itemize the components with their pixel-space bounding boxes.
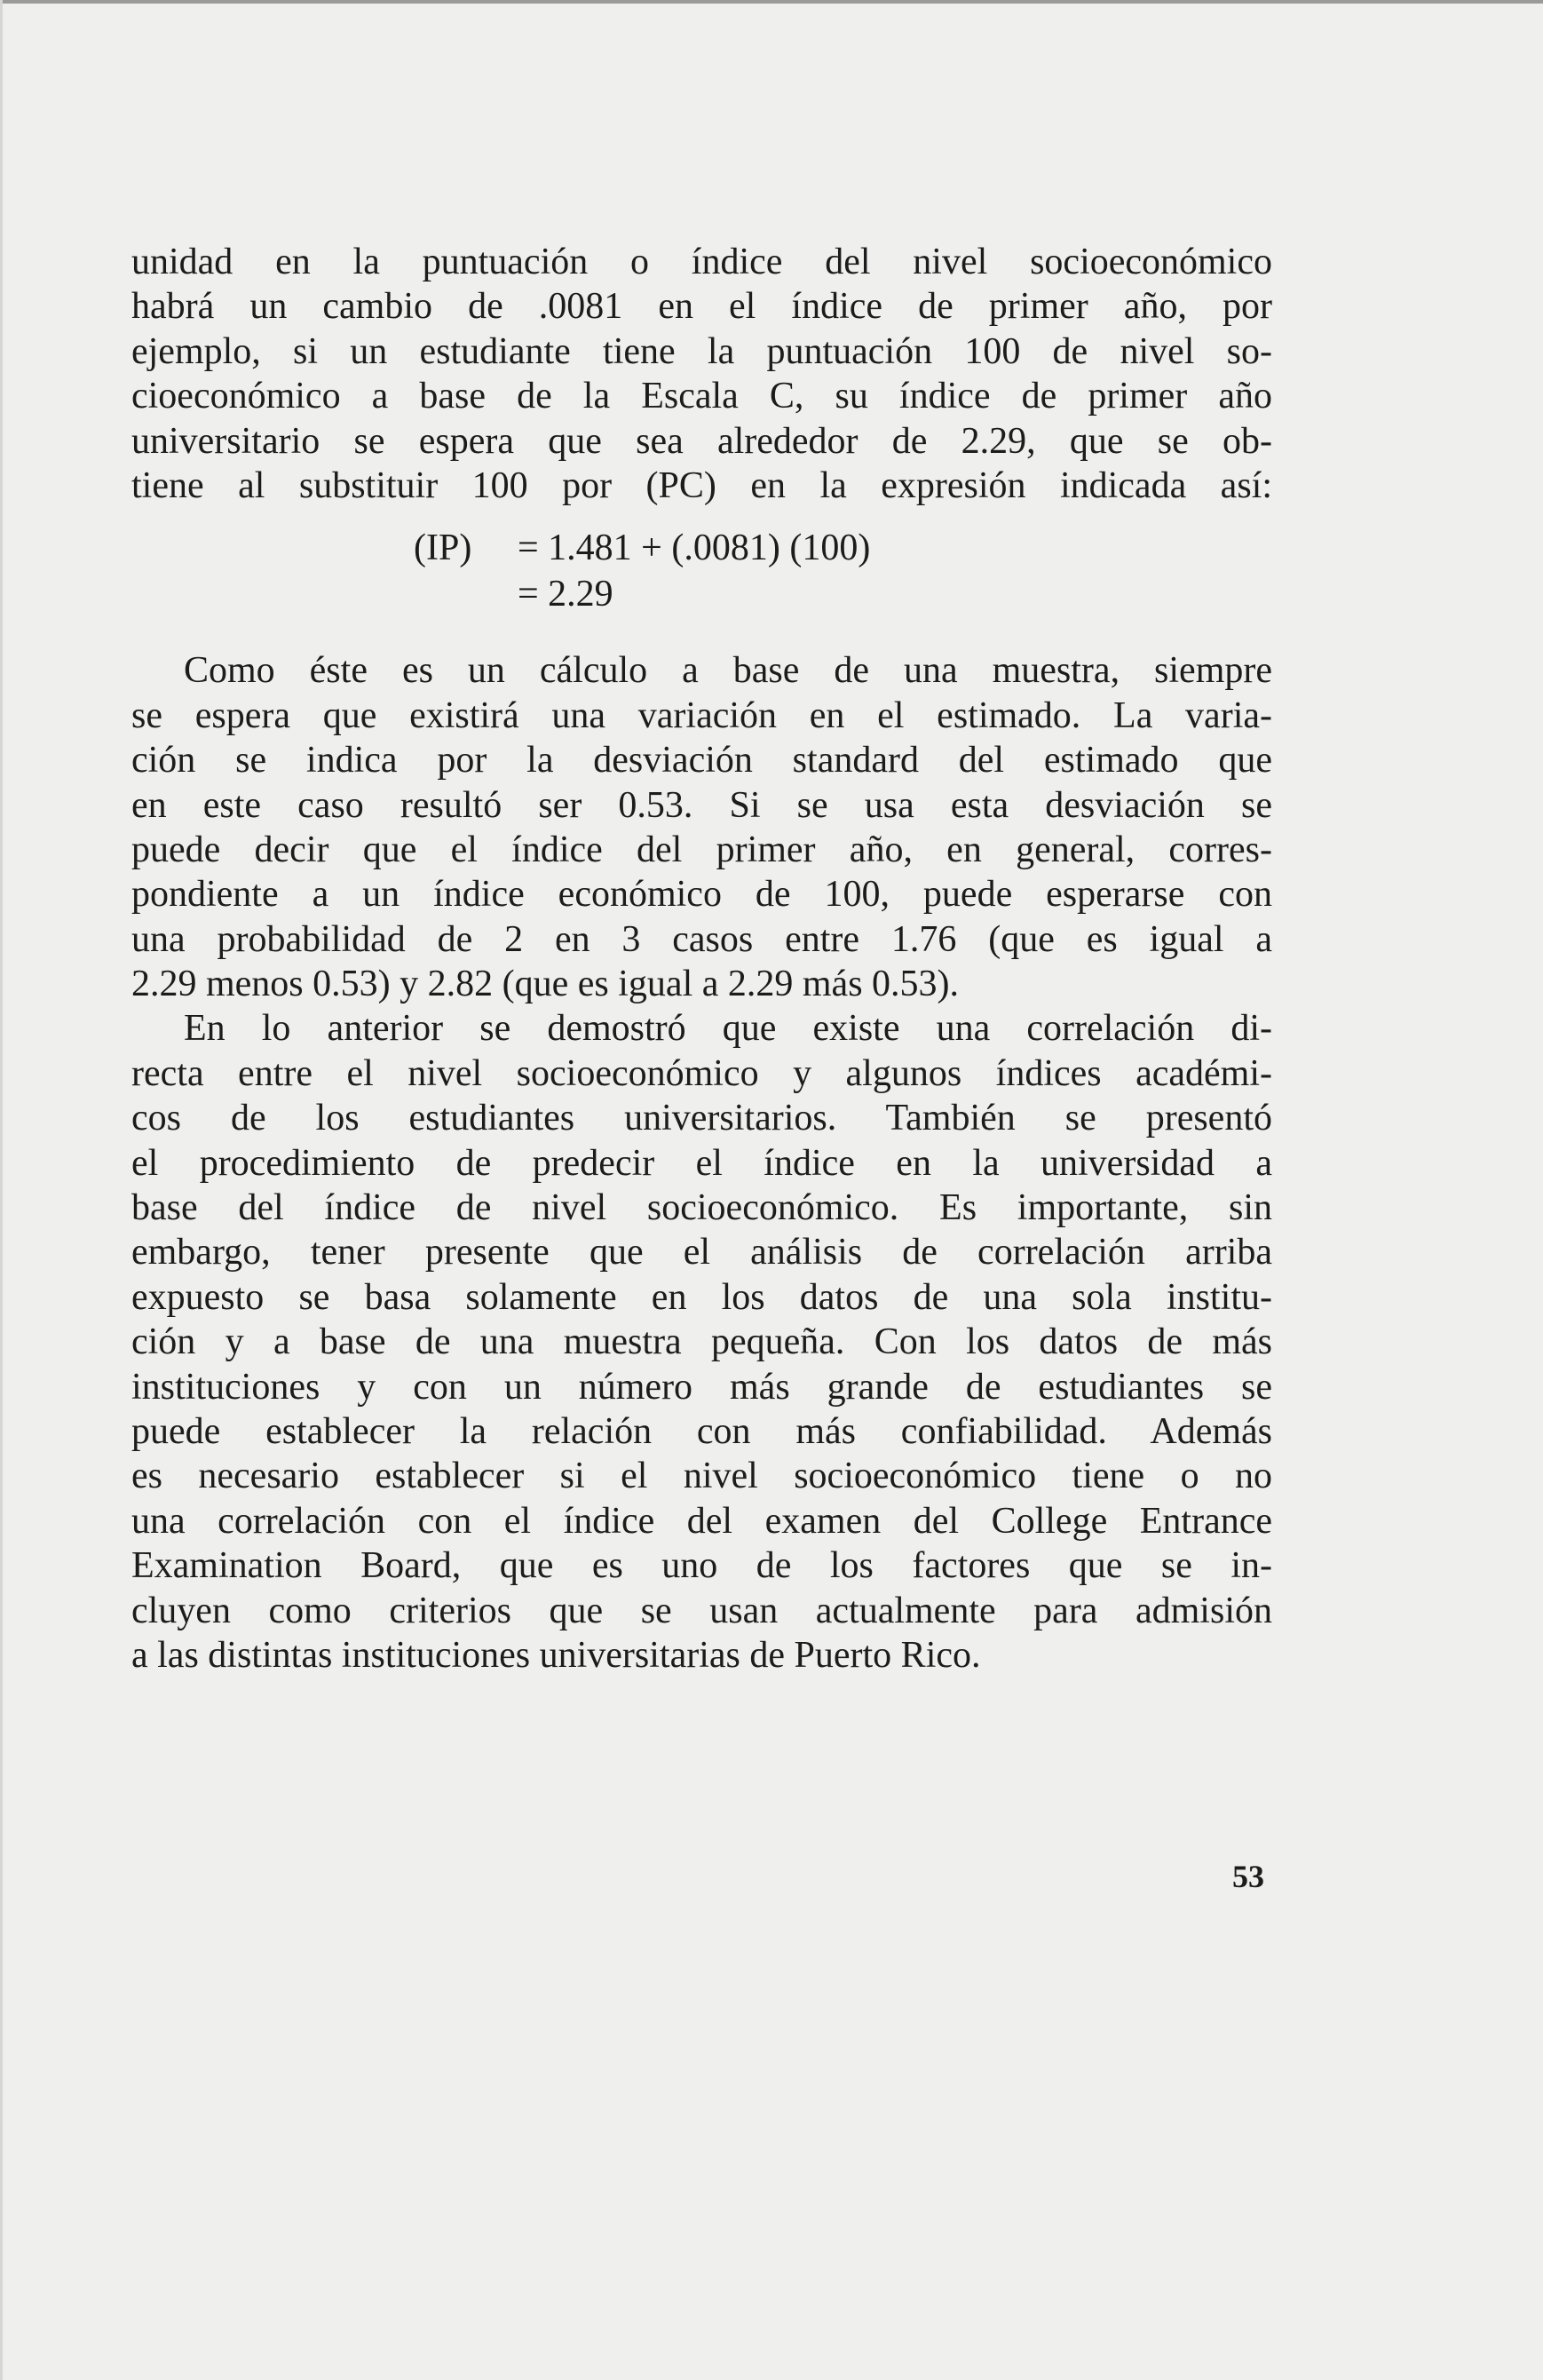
text-line: habrá un cambio de .0081 en el índice de primer año, por — [131, 286, 1272, 328]
text-line: pondiente a un índice económico de 100, puede esperarse con — [131, 874, 1272, 916]
equation — [131, 526, 1272, 634]
text-line: 2.29 menos 0.53) y 2.82 (que es igual a 2.29 más 0.53). — [131, 964, 960, 1005]
text-line: una correlación con el índice del examen del College Entrance — [131, 1500, 1272, 1542]
text-line: puede establecer la relación con más confiabilidad. Además — [131, 1410, 1272, 1452]
text-line: es necesario establecer si el nivel socioeconómico tiene o no — [131, 1456, 1272, 1497]
text-line: cluyen como criterios que se usan actualmente para admisión — [131, 1590, 1272, 1631]
text-line: cos de los estudiantes universitarios. También se presentó — [131, 1098, 1272, 1139]
text-line: cioeconómico a base de la Escala C, su índice de primer año — [131, 376, 1272, 417]
text-line: ción y a base de una muestra pequeña. Con los datos de más — [131, 1321, 1272, 1363]
paragraph-3 — [131, 1006, 1272, 1678]
text-line: se espera que existirá una variación en el estimado. La varia- — [131, 694, 1272, 736]
page-top-edge — [0, 0, 1543, 4]
text-line: ejemplo, si un estudiante tiene la puntuación 100 de nivel so- — [131, 330, 1272, 372]
text-line: base del índice de nivel socioeconómico. Es importante, sin — [131, 1187, 1272, 1229]
body-text — [131, 240, 1272, 1678]
text-line: universitario se espera que sea alrededor de 2.29, que se ob- — [131, 420, 1272, 462]
text-line: Como éste es un cálculo a base de una muestra, siempre — [184, 650, 1272, 692]
paragraph-1 — [131, 240, 1272, 508]
text-line: Examination Board, que es uno de los factores que se in- — [131, 1545, 1272, 1587]
text-line: instituciones y con un número más grande de estudiantes se — [131, 1366, 1272, 1408]
page-number: 53 — [1232, 1859, 1264, 1894]
text-line: ción se indica por la desviación standard del estimado que — [131, 740, 1272, 781]
equation-lhs: (IP) — [414, 528, 472, 569]
page-left-edge — [0, 0, 3, 2380]
equation-row-2: = 2.29 — [518, 574, 613, 615]
text-line: una probabilidad de 2 en 3 casos entre 1.76 (que es igual a — [131, 918, 1272, 960]
text-line: embargo, tener presente que el análisis de correlación arriba — [131, 1232, 1272, 1273]
text-line: En lo anterior se demostró que existe una correlación di- — [184, 1008, 1272, 1050]
text-line: el procedimiento de predecir el índice en la universidad a — [131, 1142, 1272, 1184]
text-line: recta entre el nivel socioeconómico y algunos índices académi- — [131, 1052, 1272, 1094]
text-line: a las distintas instituciones universitarias de Puerto Rico. — [131, 1634, 981, 1676]
paragraph-2 — [131, 648, 1272, 1006]
text-line: unidad en la puntuación o índice del nivel socioeconómico — [131, 242, 1272, 282]
text-line: tiene al substituir 100 por (PC) en la expresión indicada así: — [131, 464, 1272, 506]
text-line: puede decir que el índice del primer año, en general, corres- — [131, 829, 1272, 870]
text-line: expuesto se basa solamente en los datos de una sola institu- — [131, 1276, 1272, 1318]
text-line: en este caso resultó ser 0.53. Si se usa esta desviación se — [131, 784, 1272, 826]
equation-row-1: = 1.481 + (.0081) (100) — [518, 528, 871, 569]
